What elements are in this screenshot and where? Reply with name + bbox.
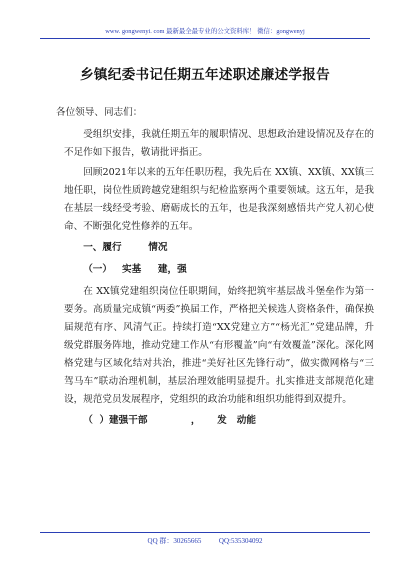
header-banner: www. gongwenyi. com 最新最全最专业的公文资料库！ 微信：gongwenyj bbox=[105, 28, 305, 35]
footer-qq-group: QQ 群：30265665 bbox=[147, 537, 202, 545]
header-divider bbox=[40, 38, 370, 39]
footer-contact bbox=[40, 536, 370, 546]
section-1-sub-1-heading: （一） 实基 建，强 bbox=[83, 264, 187, 275]
section-1-heading: 一、履行 情况 bbox=[83, 242, 168, 253]
footer-divider bbox=[40, 532, 370, 533]
salutation: 各位领导、同志们： bbox=[56, 107, 143, 118]
document-title: 乡镇纪委书记任期五年述职述廉述学报告 bbox=[79, 67, 331, 83]
intro-paragraph: 受组织安排，我就任期五年的履职情况、思想政治建设情况及存在的不足作如下报告，敬请批评指正。 bbox=[64, 129, 374, 158]
footer-qq-number: QQ:535304092 bbox=[218, 537, 263, 545]
section-1-sub-2-heading: （ ）建强干部 ， 发 动能 bbox=[83, 415, 256, 426]
review-paragraph: 回顾2021年以来的五年任职历程，我先后在 XX镇、XX镇、XX镇三地任职，岗位性质跨越党建组织与纪检监察两个重要领域。这五年，是我在基层一线经受考验、磨砺成长的五年，也是我深刻感悟共产党人初心使命、不断强化党性修养的五年。 bbox=[64, 167, 374, 232]
document-body bbox=[56, 104, 374, 430]
section-1-sub-1-body: 在 XX镇党建组织岗位任职期间，始终把筑牢基层战斗堡垒作为第一要务。高质量完成镇“两委”换届工作，严格把关候选人资格条件，确保换届规范有序、风清气正。持续打造“XX党建立方”“杨光汇”党建品牌，升级党群服务阵地，推动党建工作从“有形覆盖”向“有效覆盖”深化。深化网格党建与区域化结对共治，推进“美好社区先锋行动”，做实微网格与“三驾马车”联动治理机制，基层治理效能明显提升。扎实推进支部规范化建设，规范党员发展程序，党组织的政治功能和组织功能得到双提升。 bbox=[64, 286, 374, 405]
